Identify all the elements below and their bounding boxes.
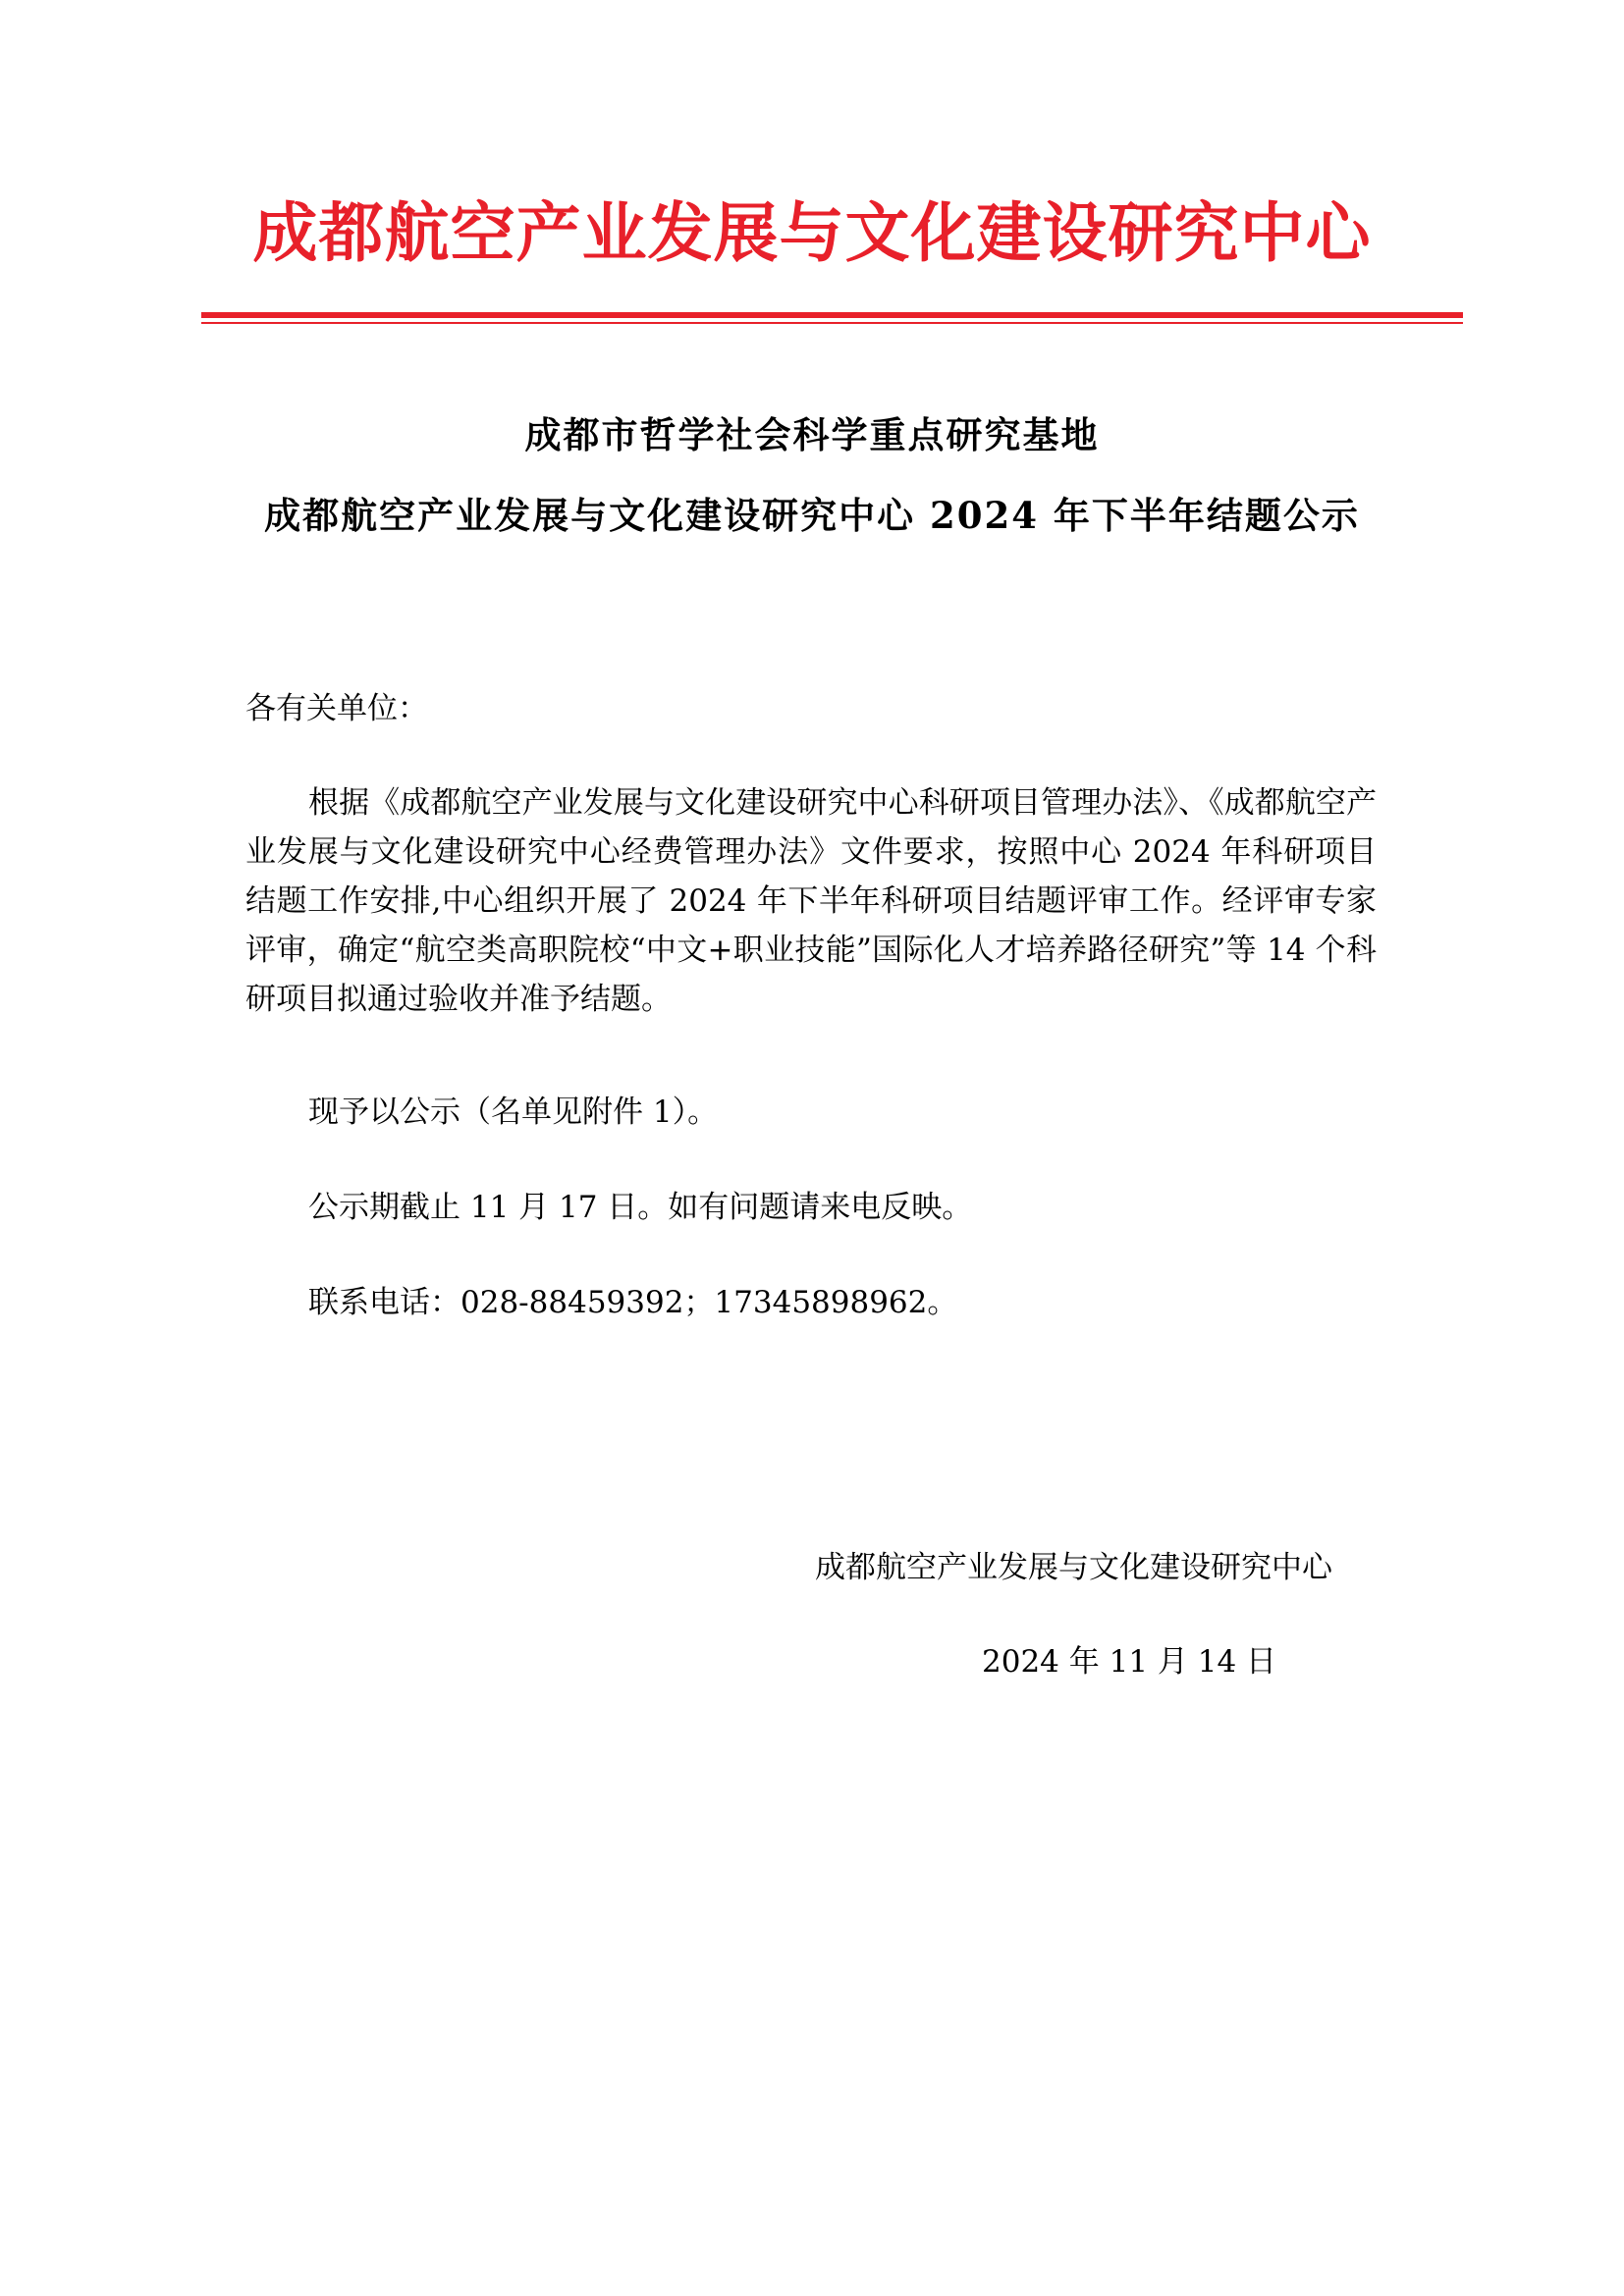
letterhead-divider-thin xyxy=(201,322,1463,324)
letterhead-divider-thick xyxy=(201,312,1463,318)
contact-paragraph: 联系电话：028-88459392；17345898962。 xyxy=(308,1285,958,1320)
signature-date: 2024 年 11 月 14 日 xyxy=(982,1644,1277,1680)
main-paragraph: 根据《成都航空产业发展与文化建设研究中心科研项目管理办法》、《成都航空产业发展与文化建设研究中心经费管理办法》文件要求，按照中心 2024 年科研项目结题工作安排,中心组织开展了 2024 年下半年科研项目结题评审工作。经评审专家评审，确定“航空类高职院校“中文+职业技能”国际化人才培养路径研究”等 14 个科研项目拟通过验收并准予结题。 xyxy=(245,785,1377,1017)
letterhead-title: 成都航空产业发展与文化建设研究中心 xyxy=(252,195,1372,271)
salutation: 各有关单位： xyxy=(245,691,428,726)
document-title-line-1: 成都市哲学社会科学重点研究基地 xyxy=(524,413,1100,456)
signature-organization: 成都航空产业发展与文化建设研究中心 xyxy=(815,1550,1332,1585)
announcement-paragraph: 现予以公示（名单见附件 1）。 xyxy=(308,1095,719,1130)
deadline-paragraph: 公示期截止 11 月 17 日。如有问题请来电反映。 xyxy=(308,1190,973,1225)
document-title-line-2: 成都航空产业发展与文化建设研究中心 2024 年下半年结题公示 xyxy=(264,494,1360,537)
